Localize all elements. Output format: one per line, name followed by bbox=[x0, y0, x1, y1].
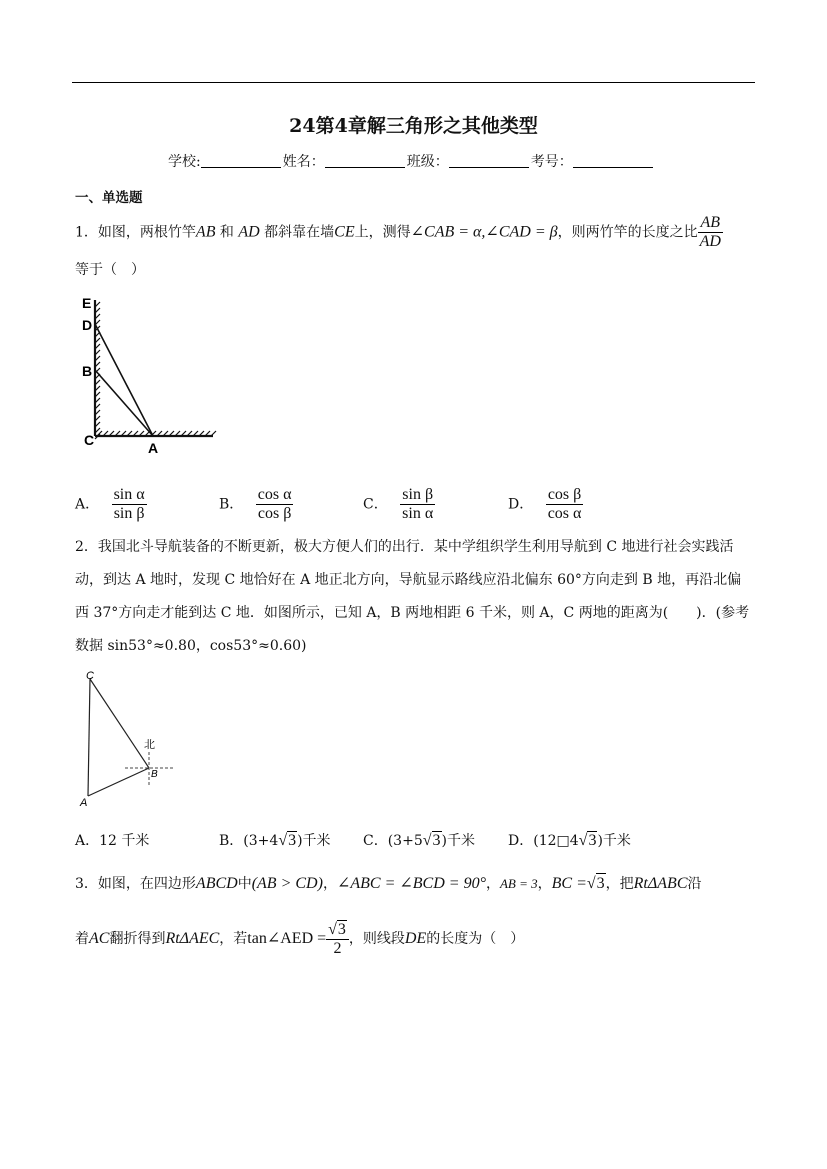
q1-option-d[interactable] bbox=[508, 486, 583, 523]
q3-zhong: 中 bbox=[237, 876, 252, 892]
q2-side-ac bbox=[88, 679, 90, 796]
class-blank[interactable] bbox=[449, 153, 529, 168]
q1-ce: CE bbox=[334, 223, 355, 241]
q2-option-a-text: 12 千米 bbox=[99, 833, 150, 849]
q2-option-c[interactable]: C．(3+5√3)千米 bbox=[363, 832, 475, 849]
q2-option-a-label: A． bbox=[75, 833, 100, 849]
q2-option-c-pre: (3+5 bbox=[387, 833, 423, 849]
q1-option-a-label: A． bbox=[75, 496, 100, 513]
q1-option-b[interactable] bbox=[219, 486, 293, 523]
school-label: 学校: bbox=[168, 154, 201, 170]
hatch-mark bbox=[211, 431, 216, 436]
q1-option-c-num: sin β bbox=[402, 486, 434, 503]
q1-ad: AD bbox=[238, 223, 260, 241]
q2-option-d-post: )千米 bbox=[597, 833, 631, 849]
q1-text-d: ，则两竹竿的长度之比 bbox=[557, 224, 698, 241]
q2-side-ab bbox=[88, 768, 149, 796]
name-label: 姓名： bbox=[282, 154, 325, 170]
q2-line2: 动，到达 A 地时，发现 C 地恰好在 A 地正北方向，导航显示路线应沿北偏东 60°方向走到 B 地，再沿北偏 bbox=[75, 572, 742, 588]
q1-option-b-fraction bbox=[256, 486, 294, 523]
q1-label-d: D bbox=[82, 317, 93, 333]
q3-angles: ∠ABC = ∠BCD = 90° bbox=[336, 875, 486, 892]
q3-tan-num: √3 bbox=[328, 921, 346, 938]
q2-label-a: A bbox=[80, 797, 88, 809]
q3-text-a: 3．如图，在四边形 bbox=[75, 876, 196, 892]
q2-label-c: C bbox=[86, 670, 94, 682]
q2-label-b: B bbox=[151, 769, 158, 780]
q2-line3: 西 37°方向走才能到达 C 地．如图所示，已知 A，B 两地相距 6 千米，则 A，C 两地的距离为( )．(参考 bbox=[75, 605, 750, 621]
q1-wall-hatch bbox=[95, 300, 100, 439]
q2-option-a[interactable] bbox=[75, 830, 149, 850]
q2-option-b-pre: (3+4 bbox=[243, 833, 279, 849]
q1-label-a: A bbox=[148, 440, 159, 456]
q1-option-b-label: B． bbox=[219, 496, 244, 513]
q2-option-d-pre: (12□4 bbox=[533, 833, 579, 849]
q1-option-a[interactable] bbox=[75, 486, 147, 523]
q3-bc-radicand: 3 bbox=[596, 875, 605, 892]
q1-option-c[interactable] bbox=[363, 486, 435, 523]
q3-abcd: ABCD bbox=[195, 875, 238, 892]
q1-option-d-den: cos α bbox=[547, 505, 582, 522]
q3-yan: 沿 bbox=[687, 876, 702, 892]
section-heading: 一、单选题 bbox=[75, 190, 143, 206]
q1-figure bbox=[75, 292, 220, 457]
q3-rt-aec: RtΔAEC bbox=[165, 930, 220, 947]
q3-stem-line1: 3．如图，在四边形ABCD中(AB > CD)，∠ABC = ∠BCD = 90°，AB = 3，BC =√3，把RtΔABC沿 bbox=[75, 875, 702, 892]
q2-line4: 数据 sin53°≈0.80，cos53°≈0.60) bbox=[75, 638, 307, 654]
q1-option-c-label: C． bbox=[363, 496, 388, 513]
q1-option-d-label: D． bbox=[508, 496, 534, 513]
q1-option-b-num: cos α bbox=[257, 486, 292, 503]
q1-option-a-den: sin β bbox=[112, 504, 147, 523]
q3-de: DE bbox=[404, 930, 427, 947]
exam-no-label: 考号： bbox=[530, 154, 573, 170]
q3-condition: (AB > CD) bbox=[251, 875, 323, 892]
q1-stem bbox=[75, 214, 723, 251]
q3-line2-b: 翻折得到 bbox=[109, 931, 166, 947]
q1-text-b: 都斜靠在墙 bbox=[264, 224, 335, 241]
q1-ab: AB bbox=[195, 223, 216, 241]
q3-tan-fraction bbox=[326, 920, 349, 958]
school-blank[interactable] bbox=[201, 153, 281, 168]
q1-ground-hatch bbox=[95, 431, 216, 436]
name-blank[interactable] bbox=[325, 153, 405, 168]
q1-option-a-fraction bbox=[112, 486, 147, 523]
q1-frac-den: AD bbox=[699, 233, 721, 250]
q3-ac: AC bbox=[89, 930, 110, 947]
q2-option-b-radicand: 3 bbox=[288, 832, 297, 849]
q2-figure bbox=[75, 668, 185, 810]
exam-no-blank[interactable] bbox=[573, 153, 653, 168]
q3-line2-d: ，则线段 bbox=[348, 931, 405, 947]
q2-option-b-post: )千米 bbox=[297, 833, 331, 849]
q1-label-b: B bbox=[82, 363, 93, 379]
q1-stem-line2: 等于（ ） bbox=[75, 262, 145, 278]
q3-stem-line2 bbox=[75, 919, 524, 959]
q1-angles: ∠CAB = α,∠CAD = β bbox=[410, 223, 558, 241]
q2-option-b-label: B． bbox=[219, 833, 244, 849]
q2-option-c-radicand: 3 bbox=[432, 832, 441, 849]
q3-tan-num-radicand: 3 bbox=[337, 921, 346, 938]
header-rule bbox=[72, 82, 755, 83]
q2-option-c-post: )千米 bbox=[441, 833, 475, 849]
q2-option-d-radicand: 3 bbox=[588, 832, 597, 849]
q2-side-cb bbox=[90, 679, 149, 768]
page-title: 24第4章解三角形之其他类型 bbox=[289, 115, 538, 137]
q1-option-a-num: sin α bbox=[113, 486, 145, 503]
q1-and: 和 bbox=[219, 224, 234, 241]
student-info-row bbox=[168, 151, 655, 171]
q1-option-d-fraction bbox=[546, 486, 584, 523]
q3-ab-eq: AB = 3 bbox=[499, 876, 538, 891]
q3-line2-c: ，若 bbox=[219, 931, 248, 947]
q2-option-c-label: C． bbox=[363, 833, 388, 849]
q1-frac-num: AB bbox=[700, 214, 721, 231]
q2-option-d-label: D． bbox=[508, 833, 534, 849]
q3-rt-abc: RtΔABC bbox=[633, 875, 688, 892]
q2-option-d[interactable]: D．(12□4√3)千米 bbox=[508, 832, 631, 849]
q1-label-c: C bbox=[84, 432, 95, 448]
q3-tan-den: 2 bbox=[326, 939, 349, 958]
q1-option-c-den: sin α bbox=[402, 505, 434, 522]
q3-bc-eq: BC = bbox=[551, 875, 587, 892]
q1-option-d-num: cos β bbox=[547, 486, 582, 503]
q1-option-b-den: cos β bbox=[256, 504, 294, 523]
q1-text-a: 1．如图，两根竹竿 bbox=[75, 224, 196, 241]
q3-line2-a: 着 bbox=[75, 931, 89, 947]
q3-text-b: ，把 bbox=[605, 876, 634, 892]
q1-label-e: E bbox=[82, 295, 92, 311]
q1-option-c-fraction bbox=[400, 486, 435, 523]
q2-option-b[interactable]: B．(3+4√3)千米 bbox=[219, 832, 331, 849]
q3-tan-eq: tan∠AED = bbox=[247, 930, 327, 947]
q2-label-north: 北 bbox=[144, 739, 155, 751]
q3-line2-e: 的长度为（ ） bbox=[426, 931, 525, 947]
q1-text-c: 上，测得 bbox=[354, 224, 411, 241]
q1-ratio-fraction bbox=[698, 214, 723, 251]
q2-line1: 2．我国北斗导航装备的不断更新，极大方便人们的出行．某中学组织学生利用导航到 C 地进行社会实践活 bbox=[75, 539, 734, 555]
class-label: 班级： bbox=[406, 154, 449, 170]
